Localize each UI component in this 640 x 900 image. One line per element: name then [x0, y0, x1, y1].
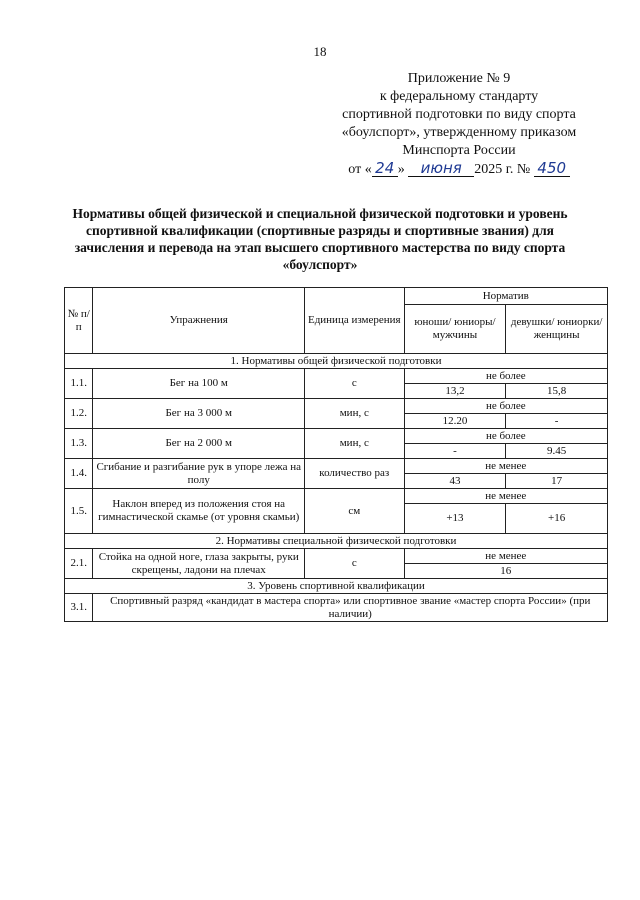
- row-value-all: 16: [404, 564, 607, 579]
- row-exercise: Бег на 3 000 м: [93, 399, 305, 429]
- row-num: 1.3.: [65, 429, 93, 459]
- row-num: 1.4.: [65, 459, 93, 489]
- appendix-block: [314, 70, 604, 179]
- row-value-men: -: [404, 444, 506, 459]
- row-unit: с: [304, 549, 404, 579]
- table-row: [65, 399, 608, 414]
- row-value-men: +13: [404, 504, 506, 534]
- row-exercise: Бег на 100 м: [93, 369, 305, 399]
- row-exercise: Наклон вперед из положения стоя на гимнастической скамье (от уровня скамьи): [93, 489, 305, 534]
- row-unit: с: [304, 369, 404, 399]
- row-condition: не более: [404, 429, 607, 444]
- row-exercise: Стойка на одной ноге, глаза закрыты, руки скрещены, ладони на плечах: [93, 549, 305, 579]
- table-row: [65, 549, 608, 564]
- section-title: 3. Уровень спортивной квалификации: [65, 579, 608, 594]
- row-value-women: -: [506, 414, 608, 429]
- row-condition: не более: [404, 399, 607, 414]
- appendix-line: Минспорта России: [402, 143, 516, 158]
- header-men: юноши/ юниоры/ мужчины: [404, 305, 506, 354]
- appendix-line: к федеральному стандарту: [379, 89, 539, 104]
- table-row: [65, 429, 608, 444]
- header-num: № п/п: [65, 288, 93, 354]
- row-unit: мин, с: [304, 429, 404, 459]
- row-value-women: 9.45: [506, 444, 608, 459]
- row-condition: не менее: [404, 459, 607, 474]
- page-number: 18: [313, 44, 327, 59]
- row-value-men: 13,2: [404, 384, 506, 399]
- appendix-line: спортивной подготовки по виду спорта: [342, 107, 576, 122]
- table-row: [65, 594, 608, 622]
- header-exercise: Упражнения: [93, 288, 305, 354]
- order-year: 2025 г. №: [474, 162, 531, 177]
- document-title: Нормативы общей физической и специальной физической подготовки и уровень спортивной квалификации (спортивные разряды и спортивные звания) для зачисления и перевода на этап высшего спортивного мастерства по виду спорта «боулспорт»: [72, 206, 568, 272]
- row-qualification-text: Спортивный разряд «кандидат в мастера спорта» или спортивное звание «мастер спорта России» (при наличии): [93, 594, 608, 622]
- date-prefix: от «: [348, 162, 372, 177]
- appendix-line: «боулспорт», утвержденному приказом: [341, 125, 577, 140]
- row-unit: мин, с: [304, 399, 404, 429]
- header-women: девушки/ юниорки/ женщины: [506, 305, 608, 354]
- header-unit: Единица измерения: [304, 288, 404, 354]
- order-date-line: [314, 160, 604, 179]
- row-num: 1.1.: [65, 369, 93, 399]
- row-value-men: 43: [404, 474, 506, 489]
- row-condition: не менее: [404, 489, 607, 504]
- row-condition: не более: [404, 369, 607, 384]
- row-num: 2.1.: [65, 549, 93, 579]
- header-norm: Норматив: [404, 288, 607, 305]
- date-mid: »: [397, 162, 405, 177]
- appendix-line: Приложение № 9: [407, 71, 511, 86]
- table-row: [65, 489, 608, 504]
- row-exercise: Сгибание и разгибание рук в упоре лежа на полу: [93, 459, 305, 489]
- row-value-women: +16: [506, 504, 608, 534]
- order-day: 24: [372, 160, 398, 177]
- norms-table: [64, 287, 608, 622]
- row-unit: количество раз: [304, 459, 404, 489]
- row-value-women: 17: [506, 474, 608, 489]
- row-exercise: Бег на 2 000 м: [93, 429, 305, 459]
- row-value-men: 12.20: [404, 414, 506, 429]
- row-condition: не менее: [404, 549, 607, 564]
- row-num: 3.1.: [65, 594, 93, 622]
- row-unit: см: [304, 489, 404, 534]
- order-number: 450: [534, 160, 570, 177]
- row-value-women: 15,8: [506, 384, 608, 399]
- table-row: [65, 369, 608, 384]
- section-title: 2. Нормативы специальной физической подготовки: [65, 534, 608, 549]
- section-title: 1. Нормативы общей физической подготовки: [65, 354, 608, 369]
- order-month: июня: [408, 160, 474, 177]
- table-row: [65, 459, 608, 474]
- row-num: 1.2.: [65, 399, 93, 429]
- row-num: 1.5.: [65, 489, 93, 534]
